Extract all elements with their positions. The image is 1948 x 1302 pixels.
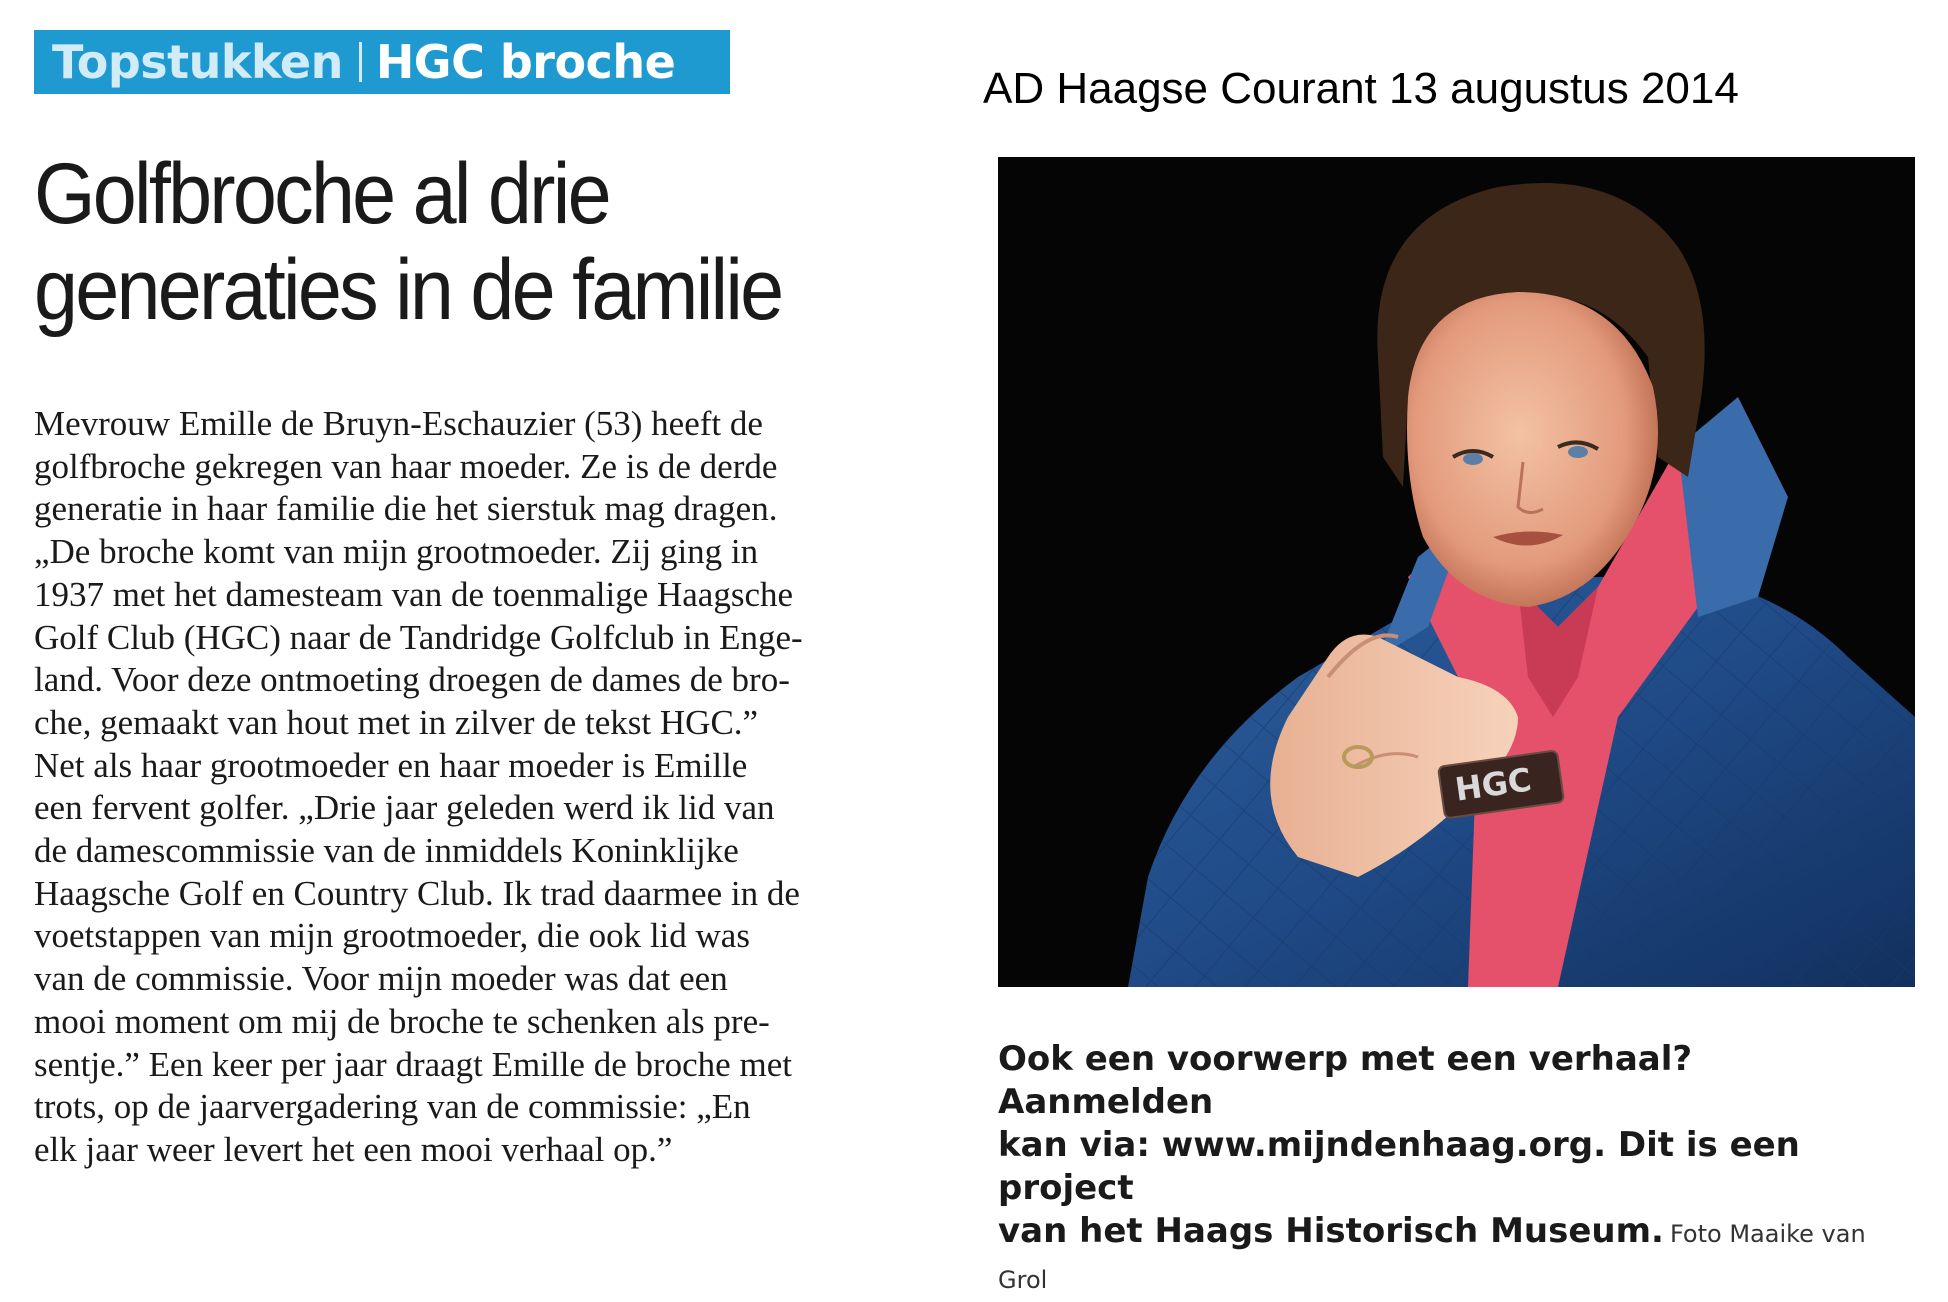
caption-text: Ook een voorwerp met een verhaal? Aanmelden kan via: www.mijndenhaag.org. Dit is een project van het Haags Historisch Museum. [998,1039,1800,1251]
headline-line-1: Golfbroche al drie [34,146,609,242]
section-rubric [34,30,730,94]
article-body: Mevrouw Emille de Bruyn-Eschauzier (53) heeft de golfbroche gekregen van haar moeder. Ze is de derde generatie in haar familie die het sierstuk mag dragen. „De broche komt van mijn grootmoeder. Zij ging in 1937 met het damesteam van de toenmalige Haagsche Golf Club (HGC) naar de Tandridge Golfclub in Enge- land. Voor deze ontmoeting droegen de dames de bro- che, gemaakt van hout met in zilver de tekst HGC.” Net als haar grootmoeder en haar moeder is Emille een fervent golfer. „Drie jaar geleden werd ik lid van de damescommissie van de inmiddels Koninklijke Haagsche Golf en Country Club. Ik trad daarmee in de voetstappen van mijn grootmoeder, die ook lid was van de commissie. Voor mijn moeder was dat een mooi moment om mij de broche te schenken als pre- sentje.” Een keer per jaar draagt Emille de broche met trots, op de jaarvergadering van de commissie: „En elk jaar weer levert het een mooi verhaal op.” [34,404,803,1169]
photo-credit: Foto Maaike van Grol [998,1220,1866,1294]
rubric-topic-label: HGC broche [375,35,676,89]
article-photo [998,157,1915,987]
brooch-lettering: HGC [1452,760,1534,809]
photo-caption [998,1038,1915,1302]
headline-line-2: generaties in de familie [34,242,782,338]
rubric-section-label: Topstukken [52,35,343,89]
rubric-text [52,35,676,89]
photo-woman-with-brooch [998,157,1915,987]
article-headline [34,146,880,338]
source-line: AD Haagse Courant 13 augustus 2014 [983,64,1739,113]
rubric-divider [359,42,362,82]
